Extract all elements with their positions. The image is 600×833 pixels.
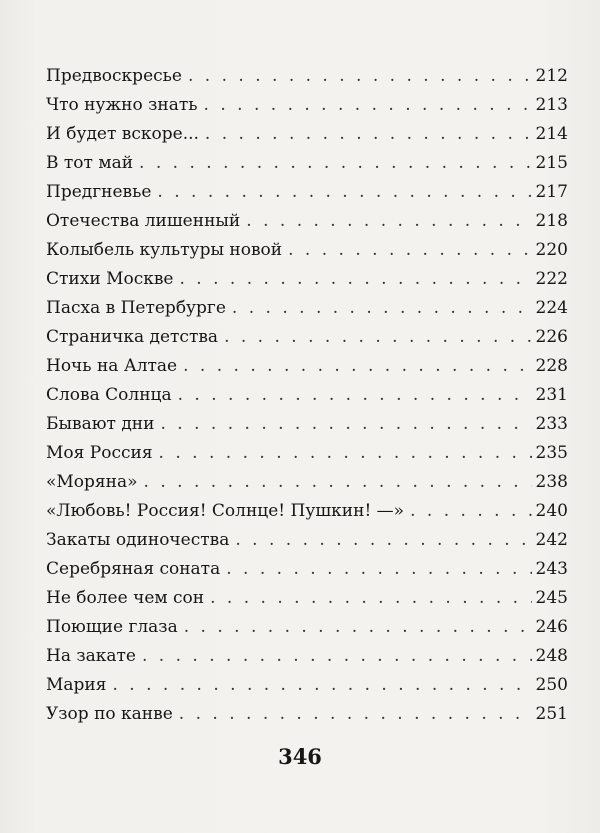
- toc-entry: [46, 120, 568, 149]
- toc-entry: [46, 381, 568, 410]
- toc-entry-title: Отечества лишенный: [46, 211, 241, 231]
- dot-leader: [159, 439, 532, 468]
- dot-leader: [410, 497, 531, 526]
- toc-entry-title: Пасха в Петербурге: [46, 298, 226, 318]
- toc-entry: [46, 642, 568, 671]
- toc-entry: [46, 497, 568, 526]
- dot-leader: [157, 178, 531, 207]
- toc-entry-page: 226: [535, 327, 568, 347]
- toc-entry-title: Колыбель культуры новой: [46, 240, 283, 260]
- toc-entry: [46, 323, 568, 352]
- toc-entry-title: Закаты одиночества: [46, 530, 230, 550]
- toc-entry-page: 231: [535, 385, 568, 405]
- toc-entry-title: Бывают дни: [46, 414, 155, 434]
- toc-entry-title: Серебряная соната: [46, 559, 221, 579]
- table-of-contents: [46, 62, 568, 729]
- dot-leader: [139, 149, 532, 178]
- toc-entry-title: На закате: [46, 646, 136, 666]
- toc-entry-title: Поющие глаза: [46, 617, 178, 637]
- dot-leader: [205, 120, 532, 149]
- toc-entry: [46, 265, 568, 294]
- toc-entry-title: Предгневье: [46, 182, 152, 202]
- toc-entry: [46, 410, 568, 439]
- toc-entry-title: Стихи Москве: [46, 269, 174, 289]
- toc-entry-page: 246: [535, 617, 568, 637]
- toc-entry-title: Слова Солнца: [46, 385, 172, 405]
- toc-entry-page: 251: [535, 704, 568, 724]
- toc-entry-page: 224: [535, 298, 568, 318]
- toc-entry-title: «Любовь! Россия! Солнце! Пушкин! —»: [46, 501, 405, 521]
- toc-entry-page: 212: [535, 66, 568, 86]
- dot-leader: [184, 613, 532, 642]
- dot-leader: [224, 323, 531, 352]
- toc-entry: [46, 584, 568, 613]
- dot-leader: [160, 410, 531, 439]
- toc-entry-page: 218: [535, 211, 568, 231]
- dot-leader: [183, 352, 531, 381]
- dot-leader: [204, 91, 532, 120]
- page-number: 346: [278, 744, 322, 769]
- toc-entry-page: 242: [535, 530, 568, 550]
- dot-leader: [179, 265, 531, 294]
- toc-entry-page: 220: [535, 240, 568, 260]
- toc-entry-page: 228: [535, 356, 568, 376]
- toc-entry: [46, 62, 568, 91]
- toc-entry-title: Узор по канве: [46, 704, 173, 724]
- toc-entry-page: 222: [535, 269, 568, 289]
- dot-leader: [288, 236, 531, 265]
- toc-entry: [46, 526, 568, 555]
- toc-entry-page: 215: [535, 153, 568, 173]
- toc-entry: [46, 468, 568, 497]
- dot-leader: [226, 555, 531, 584]
- dot-leader: [179, 700, 532, 729]
- toc-entry-page: 235: [535, 443, 568, 463]
- dot-leader: [178, 381, 532, 410]
- toc-entry-title: Что нужно знать: [46, 95, 198, 115]
- dot-leader: [246, 207, 531, 236]
- toc-entry-page: 250: [535, 675, 568, 695]
- toc-entry: [46, 236, 568, 265]
- toc-entry: [46, 671, 568, 700]
- toc-entry-page: 213: [535, 95, 568, 115]
- toc-entry-page: 214: [535, 124, 568, 144]
- dot-leader: [232, 294, 532, 323]
- toc-entry-title: Страничка детства: [46, 327, 219, 347]
- dot-leader: [210, 584, 531, 613]
- toc-entry-page: 243: [535, 559, 568, 579]
- toc-entry-title: Моя Россия: [46, 443, 153, 463]
- toc-entry: [46, 555, 568, 584]
- toc-entry: [46, 700, 568, 729]
- toc-entry: [46, 178, 568, 207]
- toc-entry-page: 245: [535, 588, 568, 608]
- toc-entry-title: В тот май: [46, 153, 134, 173]
- toc-entry-page: 238: [535, 472, 568, 492]
- dot-leader: [142, 642, 532, 671]
- toc-entry-title: «Моряна»: [46, 472, 138, 492]
- toc-entry-page: 240: [535, 501, 568, 521]
- toc-entry: [46, 149, 568, 178]
- dot-leader: [144, 468, 532, 497]
- toc-entry-title: Не более чем сон: [46, 588, 205, 608]
- dot-leader: [188, 62, 532, 91]
- toc-entry: [46, 294, 568, 323]
- dot-leader: [235, 526, 531, 555]
- toc-entry-title: Мария: [46, 675, 107, 695]
- toc-entry: [46, 439, 568, 468]
- toc-entry-title: Предвоскресье: [46, 66, 182, 86]
- toc-entry: [46, 613, 568, 642]
- dot-leader: [112, 671, 531, 700]
- toc-entry-title: Ночь на Алтае: [46, 356, 178, 376]
- toc-entry-page: 248: [535, 646, 568, 666]
- toc-entry: [46, 352, 568, 381]
- toc-entry: [46, 207, 568, 236]
- toc-entry: [46, 91, 568, 120]
- toc-entry-title: И будет вскоре...: [46, 124, 199, 144]
- toc-entry-page: 217: [535, 182, 568, 202]
- toc-entry-page: 233: [535, 414, 568, 434]
